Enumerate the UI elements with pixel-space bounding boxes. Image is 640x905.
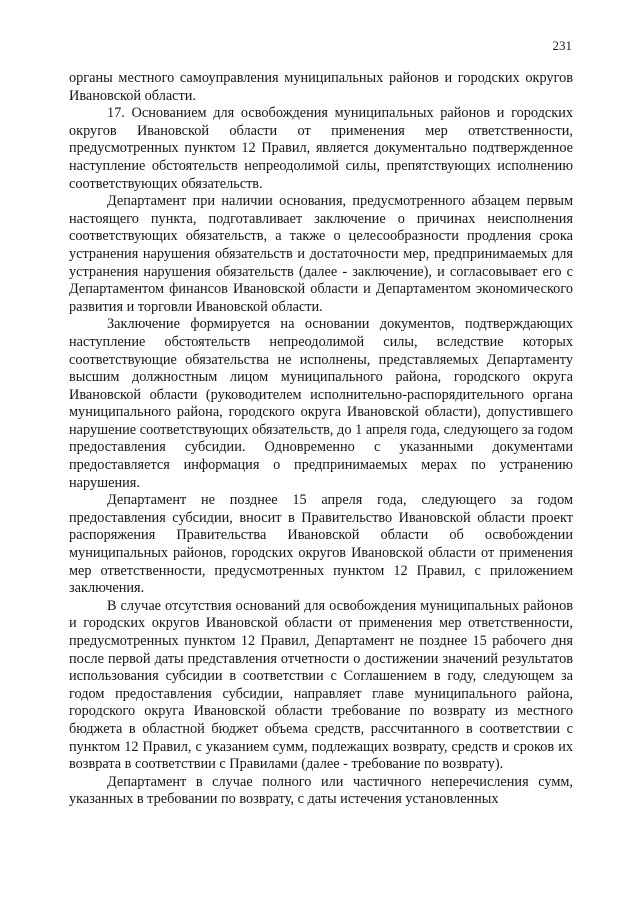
page-number: 231 (552, 38, 572, 53)
paragraph-non-transfer: Департамент в случае полного или частичного неперечисления сумм, указанных в требовании по возврату, с даты истечения установленных (69, 773, 573, 808)
document-body (69, 70, 573, 809)
paragraph-item-17: 17. Основанием для освобождения муниципальных районов и городских округов Ивановской области от применения мер ответственности, предусмотренных пунктом 12 Правил, является документально подтвержденное наступление обстоятельств непреодолимой силы, препятствующих исполнению соответствующих обязательств. (69, 105, 573, 192)
paragraph-continuation: органы местного самоуправления муниципальных районов и городских округов Ивановской области. (69, 70, 573, 104)
paragraph-refund-demand: В случае отсутствия оснований для освобождения муниципальных районов и городских округов Ивановской области от применения мер ответственности, предусмотренных пунктом 12 Правил, Департамент не позднее 15 рабочего дня после первой даты представления отчетности о достижении значений результатов использования субсидии в соответствии с Соглашением в году, следующем за годом предоставления субсидии, направляет главе муниципального района, городского округа Ивановской области требование по возврату из местного бюджета в областной бюджет объема средств, рассчитанного в соответствии с пунктом 12 Правил, с указанием сумм, подлежащих возврату, средств и сроков их возврата в соответствии с Правилами (далее - требование по возврату). (69, 597, 573, 773)
paragraph-conclusion-basis: Заключение формируется на основании документов, подтверждающих наступление обстоятельств непреодолимой силы, вследствие которых соответствующие обязательства не исполнены, представляемых Департаменту высшим должностным лицом муниципального района, городского округа Ивановской области (руководителем исполнительно-распорядительного органа муниципального района, городского округа Ивановской области), допустившего нарушение соответствующих обязательств, до 1 апреля года, следующего за годом предоставления субсидии. Одновременно с указанными документами предоставляется информация о предпринимаемых мерах по устранению нарушения. (69, 316, 573, 491)
paragraph-conclusion-preparation: Департамент при наличии основания, предусмотренного абзацем первым настоящего пункта, подготавливает заключение о причинах неисполнения соответствующих обязательств, а также о целесообразности продления срока устранения нарушения обязательств и достаточности мер, предпринимаемых для устранения нарушения обязательств (далее - заключение), и согласовывает его с Департаментом финансов Ивановской области и Департаментом экономического развития и торговли Ивановской области. (69, 193, 573, 315)
paragraph-draft-order: Департамент не позднее 15 апреля года, следующего за годом предоставления субсидии, вносит в Правительство Ивановской области проект распоряжения Правительства Ивановской области об освобождении муниципальных районов, городских округов Ивановской области от применения мер ответственности, предусмотренных пунктом 12 Правил, с приложением заключения. (69, 492, 573, 597)
